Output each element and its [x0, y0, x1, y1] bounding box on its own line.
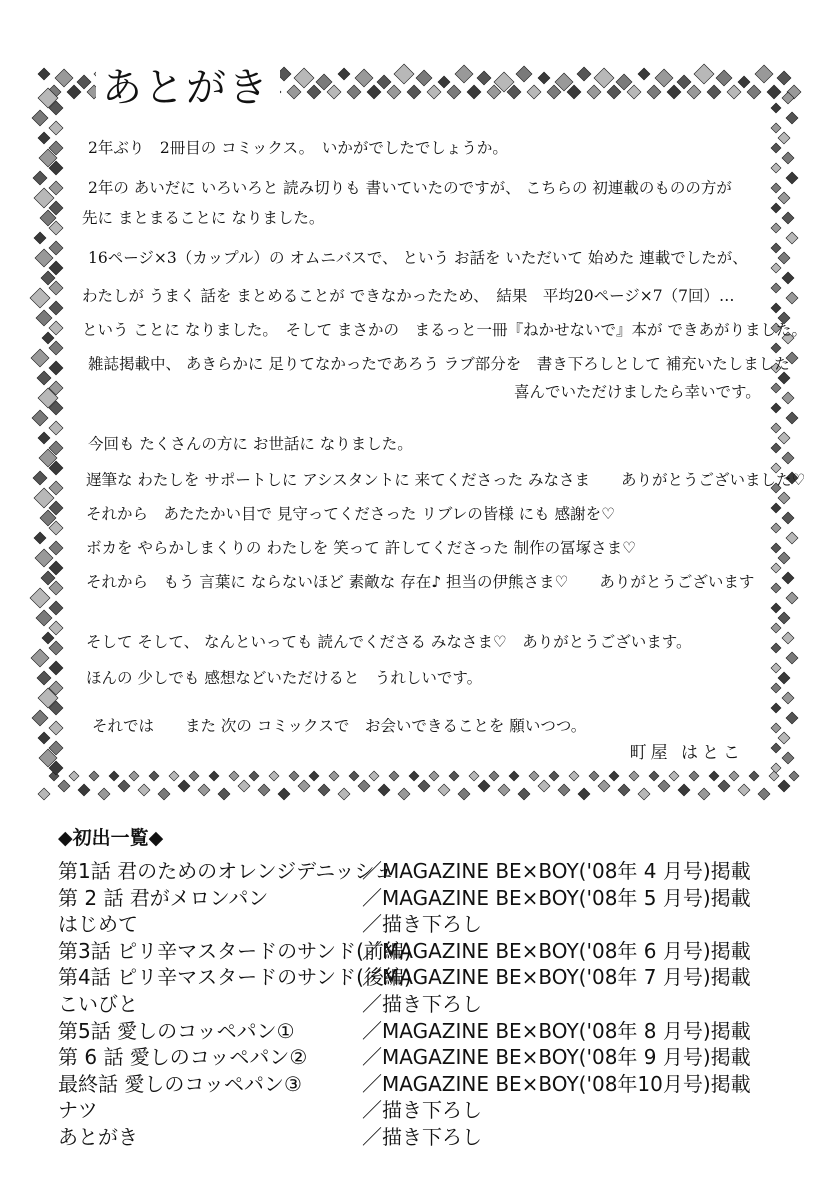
diamond-tile	[32, 410, 48, 426]
diamond-tile	[478, 780, 490, 792]
diamond-tile	[578, 788, 590, 800]
diamond-tile	[49, 341, 63, 355]
diamond-tile	[30, 288, 50, 308]
diamond-tile	[67, 85, 81, 99]
diamond-tile	[538, 72, 550, 84]
diamond-tile	[338, 68, 350, 80]
diamond-tile	[34, 532, 46, 544]
diamond-tile	[49, 301, 63, 315]
diamond-tile	[782, 632, 794, 644]
diamond-tile	[178, 780, 190, 792]
diamond-tile	[318, 784, 330, 796]
diamond-tile	[355, 69, 373, 87]
diamond-tile	[782, 512, 794, 524]
diamond-tile	[786, 292, 798, 304]
diamond-tile	[789, 771, 799, 781]
credit-row	[58, 858, 798, 885]
diamond-tile	[627, 85, 641, 99]
diamond-tile	[407, 85, 421, 99]
credit-source: ／MAGAZINE BE×BOY('08年 7 月号)掲載	[362, 965, 751, 990]
diamond-tile	[782, 692, 794, 704]
diamond-tile	[358, 780, 370, 792]
author-signature: 町屋 はとこ	[629, 743, 744, 763]
diamond-tile	[377, 75, 391, 89]
diamond-tile	[118, 780, 130, 792]
diamond-tile	[387, 85, 401, 99]
diamond-tile	[32, 110, 48, 126]
diamond-tile	[727, 85, 741, 99]
diamond-tile	[607, 85, 621, 99]
diamond-tile	[77, 75, 91, 89]
diamond-tile	[716, 70, 732, 86]
diamond-tile	[438, 76, 450, 88]
credit-title: 第 2 話 君がメロンパン	[58, 885, 269, 910]
diamond-tile	[58, 780, 70, 792]
diamond-tile	[41, 271, 55, 285]
diamond-tile	[298, 780, 310, 792]
diamond-tile	[49, 421, 63, 435]
letter-line: ほんの 少しでも 感想などいただけると うれしいです。	[86, 669, 483, 687]
diamond-tile	[598, 780, 610, 792]
diamond-tile	[35, 249, 53, 267]
diamond-tile	[33, 471, 47, 485]
diamond-tile	[658, 780, 670, 792]
diamond-tile	[327, 85, 341, 99]
credit-row	[58, 938, 798, 965]
credit-source: ／MAGAZINE BE×BOY('08年 5 月号)掲載	[362, 885, 751, 910]
diamond-tile	[34, 232, 46, 244]
diamond-tile	[618, 784, 630, 796]
diamond-tile	[367, 85, 381, 99]
diamond-tile	[777, 71, 791, 85]
diamond-tile	[516, 66, 532, 82]
diamond-tile	[698, 788, 710, 800]
diamond-tile	[33, 171, 47, 185]
diamond-tile	[49, 561, 63, 575]
diamond-tile	[38, 788, 50, 800]
diamond-tile	[49, 721, 63, 735]
diamond-tile	[78, 784, 90, 796]
diamond-tile	[338, 788, 350, 800]
letter-line: それから もう 言葉に ならないほど 素敵な 存在♪ 担当の伊熊さま♡ ありがとうございます	[86, 573, 755, 591]
diamond-tile	[278, 788, 290, 800]
credit-source: ／MAGAZINE BE×BOY('08年 6 月号)掲載	[362, 938, 751, 963]
diamond-tile	[447, 85, 461, 99]
diamond-tile	[667, 85, 681, 99]
diamond-tile	[42, 332, 54, 344]
diamond-tile	[49, 601, 63, 615]
letter-line: 今回も たくさんの方に お世話に なりました。	[88, 435, 413, 453]
diamond-tile	[771, 103, 781, 113]
diamond-tile	[786, 592, 798, 604]
diamond-tile	[782, 272, 794, 284]
diamond-tile	[49, 361, 63, 375]
diamond-tile	[41, 571, 55, 585]
letter-line: 先に まとまることに なりました。	[82, 209, 325, 227]
diamond-tile	[347, 85, 361, 99]
diamond-tile	[547, 85, 561, 99]
diamond-tile	[538, 780, 550, 792]
credit-title: 第4話 ピリ辛マスタードのサンド(後編)	[58, 965, 412, 990]
diamond-tile	[34, 188, 54, 208]
diamond-tile	[49, 121, 63, 135]
diamond-tile	[378, 784, 390, 796]
diamond-tile	[587, 85, 601, 99]
letter-line: という ことに なりました。 そして まさかの まるっと一冊『ねかせないで』本が できあがりました。	[82, 321, 807, 339]
diamond-tile	[477, 71, 491, 85]
diamond-tile	[694, 64, 714, 84]
diamond-tile	[738, 784, 750, 796]
afterword-letter	[82, 138, 807, 778]
credits-list	[58, 858, 798, 1151]
diamond-tile	[786, 112, 798, 124]
diamond-tile	[49, 661, 63, 675]
letter-line: 2年の あいだに いろいろと 読み切りも 書いていたのですが、 こちらの 初連載のものの方が	[88, 179, 732, 197]
letter-line: ボカを やらかしまくりの わたしを 笑って 許してくださった 制作の冨塚さま♡	[86, 539, 637, 557]
diamond-tile	[38, 432, 50, 444]
diamond-tile	[49, 581, 63, 595]
diamond-tile	[31, 349, 49, 367]
diamond-tile	[49, 621, 63, 635]
diamond-tile	[49, 541, 63, 555]
credit-title: 最終話 愛しのコッペパン③	[58, 1071, 302, 1096]
diamond-tile	[782, 152, 794, 164]
diamond-tile	[294, 68, 314, 88]
credit-title: 第 6 話 愛しのコッペパン②	[58, 1045, 308, 1070]
credit-title: 第5話 愛しのコッペパン①	[58, 1018, 295, 1043]
diamond-tile	[38, 132, 50, 144]
letter-line: それでは また 次の コミックスで お会いできることを 願いつつ。	[92, 717, 587, 735]
credit-row	[58, 911, 798, 938]
diamond-tile	[786, 712, 798, 724]
diamond-tile	[707, 85, 721, 99]
diamond-tile	[786, 532, 798, 544]
diamond-tile	[567, 85, 581, 99]
diamond-tile	[577, 67, 591, 81]
credit-source: ／MAGAZINE BE×BOY('08年10月号)掲載	[362, 1071, 751, 1096]
diamond-tile	[782, 752, 794, 764]
diamond-tile	[37, 371, 51, 385]
diamond-tile	[42, 632, 54, 644]
credit-row	[58, 1097, 798, 1124]
letter-line: 遅筆な わたしを サポートしに アシスタントに 来てくださった みなさま ありがとうございました♡	[86, 471, 806, 489]
diamond-tile	[782, 212, 794, 224]
credits-heading: ◆初出一覧◆	[58, 827, 164, 849]
diamond-tile	[35, 549, 53, 567]
letter-line: そして そして、 なんといっても 読んでくださる みなさま♡ ありがとうございます。	[86, 633, 692, 651]
diamond-tile	[498, 784, 510, 796]
diamond-tile	[558, 784, 570, 796]
diamond-tile	[527, 85, 541, 99]
diamond-tile	[49, 261, 63, 275]
diamond-tile	[258, 784, 270, 796]
diamond-tile	[786, 412, 798, 424]
diamond-tile	[36, 610, 52, 626]
credit-row	[58, 1044, 798, 1071]
credit-source: ／MAGAZINE BE×BOY('08年 9 月号)掲載	[362, 1045, 751, 1070]
diamond-tile	[418, 780, 430, 792]
credit-source: ／MAGAZINE BE×BOY('08年 8 月号)掲載	[362, 1018, 751, 1043]
diamond-tile	[49, 321, 63, 335]
diamond-tile	[55, 69, 73, 87]
diamond-tile	[49, 641, 63, 655]
credit-row	[58, 964, 798, 991]
diamond-tile	[34, 488, 54, 508]
credit-title: 第3話 ピリ辛マスタードのサンド(前編)	[58, 938, 412, 963]
diamond-tile	[786, 652, 798, 664]
diamond-tile	[518, 788, 530, 800]
letter-line: 2年ぶり 2冊目の コミックス。 いかがでしたでしょうか。	[88, 139, 508, 157]
diamond-tile	[158, 788, 170, 800]
diamond-tile	[69, 771, 79, 781]
diamond-tile	[49, 481, 63, 495]
diamond-tile	[678, 784, 690, 796]
credit-row	[58, 885, 798, 912]
diamond-tile	[786, 172, 798, 184]
diamond-tile	[138, 784, 150, 796]
credit-row	[58, 1018, 798, 1045]
letter-line: 喜んでいただけましたら幸いです。	[514, 383, 761, 401]
diamond-tile	[467, 85, 481, 99]
page-title: あとがき	[96, 62, 280, 114]
diamond-tile	[49, 181, 63, 195]
diamond-tile	[427, 85, 441, 99]
credit-source: ／MAGAZINE BE×BOY('08年 4 月号)掲載	[362, 859, 751, 883]
diamond-tile	[30, 588, 50, 608]
diamond-tile	[38, 68, 50, 80]
diamond-tile	[758, 788, 770, 800]
diamond-tile	[778, 780, 790, 792]
diamond-tile	[307, 85, 321, 99]
diamond-tile	[638, 788, 650, 800]
credit-title: こいびと	[58, 991, 138, 1016]
diamond-tile	[782, 392, 794, 404]
diamond-tile	[31, 649, 49, 667]
credit-title: はじめて	[58, 912, 138, 937]
diamond-tile	[218, 788, 230, 800]
diamond-tile	[238, 780, 250, 792]
credit-source: ／描き下ろし	[362, 1124, 482, 1149]
diamond-tile	[198, 784, 210, 796]
credit-source: ／描き下ろし	[362, 912, 482, 937]
diamond-tile	[49, 241, 63, 255]
diamond-tile	[638, 68, 650, 80]
diamond-tile	[616, 74, 632, 90]
credit-source: ／描き下ろし	[362, 1098, 482, 1123]
credit-row	[58, 991, 798, 1018]
credit-source: ／描き下ろし	[362, 991, 482, 1016]
diamond-tile	[394, 64, 414, 84]
credit-title: あとがき	[58, 1124, 138, 1149]
diamond-tile	[647, 85, 661, 99]
diamond-tile	[416, 70, 432, 86]
diamond-tile	[49, 281, 63, 295]
diamond-tile	[98, 788, 110, 800]
credit-row	[58, 1124, 798, 1151]
diamond-tile	[316, 74, 332, 90]
letter-line: わたしが うまく 話を まとめることが できなかったため、 結果 平均20ページ×7（7回）…	[82, 287, 735, 305]
credit-title: ナツ	[58, 1098, 98, 1123]
diamond-tile	[782, 452, 794, 464]
diamond-tile	[782, 572, 794, 584]
letter-line: それから あたたかい目で 見守ってくださった リブレの皆様 にも 感謝を♡	[86, 505, 615, 523]
letter-line: 16ページ×3（カップル）の オムニバスで、 という お話を いただいて 始めた 連載でしたが、	[88, 249, 748, 267]
credit-title: 第1話 君のためのオレンジデニッシュ	[58, 859, 395, 883]
diamond-tile	[287, 85, 301, 99]
diamond-tile	[655, 69, 673, 87]
diamond-tile	[677, 75, 691, 89]
diamond-tile	[767, 85, 781, 99]
diamond-tile	[786, 232, 798, 244]
diamond-tile	[438, 784, 450, 796]
diamond-tile	[687, 85, 701, 99]
diamond-tile	[37, 671, 51, 685]
diamond-tile	[455, 65, 473, 83]
diamond-tile	[32, 710, 48, 726]
diamond-tile	[771, 123, 781, 133]
letter-line: 雑誌掲載中、 あきらかに 足りてなかったであろう ラブ部分を 書き下ろしとして 補充いたしました	[88, 355, 790, 373]
diamond-tile	[718, 780, 730, 792]
credit-row	[58, 1071, 798, 1098]
diamond-tile	[755, 65, 773, 83]
diamond-tile	[38, 732, 50, 744]
diamond-tile	[594, 68, 614, 88]
diamond-tile	[458, 788, 470, 800]
diamond-tile	[36, 310, 52, 326]
diamond-tile	[738, 76, 750, 88]
diamond-tile	[398, 788, 410, 800]
diamond-tile	[747, 85, 761, 99]
